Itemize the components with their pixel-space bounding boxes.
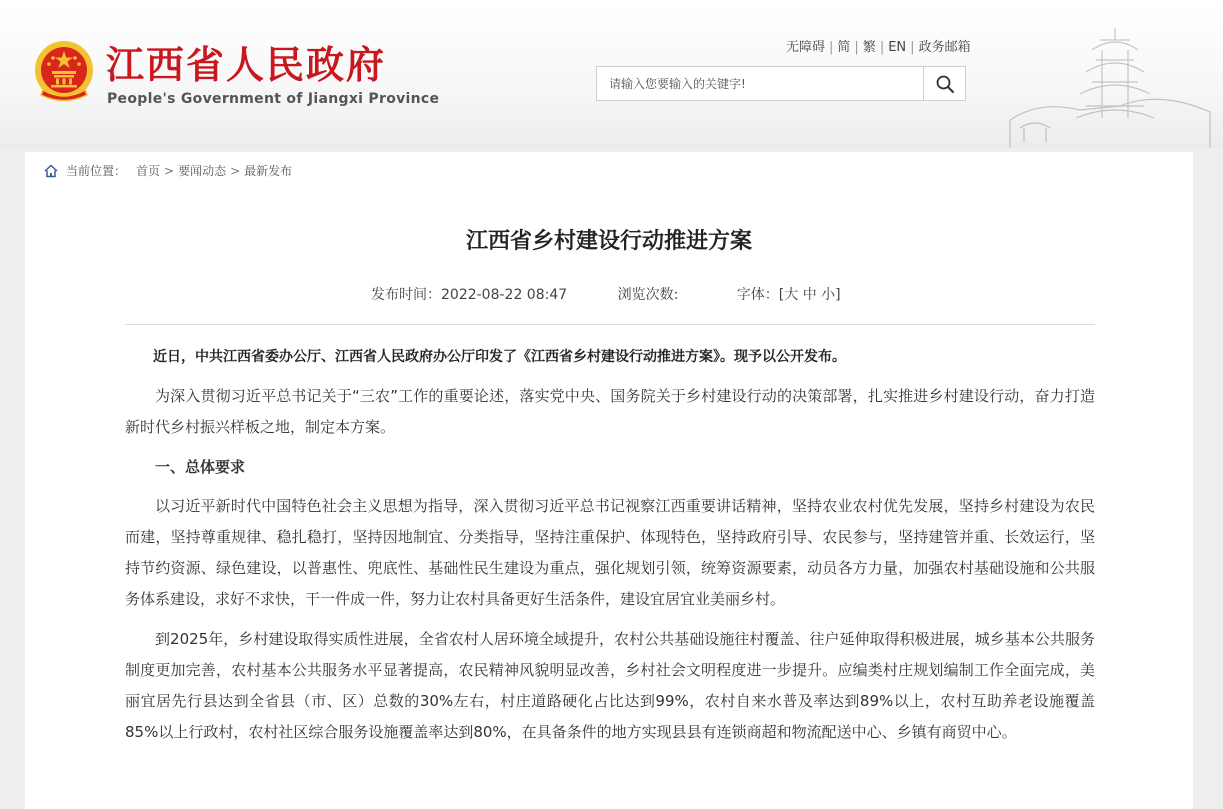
article-meta [371, 284, 841, 304]
font-label: 字体： [736, 287, 779, 303]
accessibility-link[interactable]: 无障碍 [786, 40, 826, 55]
font-size-switcher [779, 284, 841, 304]
divider [125, 324, 1095, 325]
font-small-button[interactable]: 小] [821, 287, 841, 303]
paragraph: 以习近平新时代中国特色社会主义思想为指导，深入贯彻习近平总书记视察江西重要讲话精神，坚持农业农村优先发展，坚持乡村建设为农民而建，坚持尊重规律、稳扎稳打，坚持因地制宜、分类指导，坚持注重保护、体现特色，坚持政府引导、农民参与，坚持建管并重、长效运行，坚持节约资源、绿色建设，以普惠性、兜底性、基础性民生建设为重点，强化规划引领，统筹资源要素，动员各方力量，加强农村基础设施和公共服务体系建设，求好不求快，干一件成一件，努力让农村具备更好生活条件，建设宜居宜业美丽乡村。 [125, 497, 1095, 608]
article-container [25, 152, 1193, 809]
publish-label: 发布时间： [371, 287, 441, 303]
lead-paragraph: 近日，中共江西省委办公厅、江西省人民政府办公厅印发了《江西省乡村建设行动推进方案》。现予以公开发布。 [153, 349, 846, 365]
font-medium-button[interactable]: 中 [802, 287, 817, 303]
site-subtitle: People's Government of Jiangxi Province [107, 91, 440, 107]
paragraph: 到2025年，乡村建设取得实质性进展，全省农村人居环境全域提升，农村公共基础设施往村覆盖、往户延伸取得积极进展，城乡基本公共服务制度更加完善，农村基本公共服务水平显著提高，农民精神风貌明显改善，乡村社会文明程度进一步提升。应编类村庄规划编制工作全面完成，美丽宜居先行县达到全省县（市、区）总数的30%左右，村庄道路硬化占比达到99%，农村自来水普及率达到89%以上，农村互助养老设施覆盖85%以上行政村，农村社区综合服务设施覆盖率达到80%，在具备条件的地方实现县县有连锁商超和物流配送中心、乡镇有商贸中心。 [125, 630, 1095, 741]
search-input[interactable] [597, 67, 923, 100]
paragraph: 为深入贯彻习近平总书记关于“三农”工作的重要论述，落实党中央、国务院关于乡村建设行动的决策部署，扎实推进乡村建设行动，奋力打造新时代乡村振兴样板之地，制定本方案。 [125, 387, 1095, 436]
breadcrumb-prefix: 当前位置： [66, 164, 127, 178]
search-button[interactable] [923, 67, 965, 100]
pavilion-illustration [980, 20, 1220, 148]
gov-mailbox-link[interactable]: 政务邮箱 [918, 40, 971, 55]
font-large-button[interactable]: [大 [778, 287, 799, 303]
simplified-chinese-link[interactable]: 简 [837, 40, 851, 55]
site-header [0, 0, 1223, 148]
national-emblem-icon[interactable] [33, 40, 95, 104]
home-icon [44, 164, 58, 178]
breadcrumb-news[interactable]: 要闻动态 [178, 164, 227, 178]
article-title: 江西省乡村建设行动推进方案 [465, 229, 752, 254]
site-title[interactable]: 江西省人民政府 [106, 42, 387, 87]
publish-time: 2022-08-22 08:47 [441, 287, 568, 303]
breadcrumb: 当前位置： 首页 > 要闻动态 > 最新发布 [44, 162, 292, 179]
views-label: 浏览次数: [617, 287, 679, 303]
english-link[interactable]: EN [888, 40, 907, 55]
breadcrumb-latest[interactable]: 最新发布 [244, 164, 293, 178]
article-body [125, 342, 1095, 748]
top-links: 无障碍 | 简 | 繁 | EN | 政务邮箱 [786, 40, 971, 55]
traditional-chinese-link[interactable]: 繁 [862, 40, 876, 55]
section-heading: 一、总体要求 [155, 458, 246, 476]
search-icon [935, 74, 955, 94]
breadcrumb-home[interactable]: 首页 [136, 164, 161, 178]
search-box [596, 66, 966, 101]
